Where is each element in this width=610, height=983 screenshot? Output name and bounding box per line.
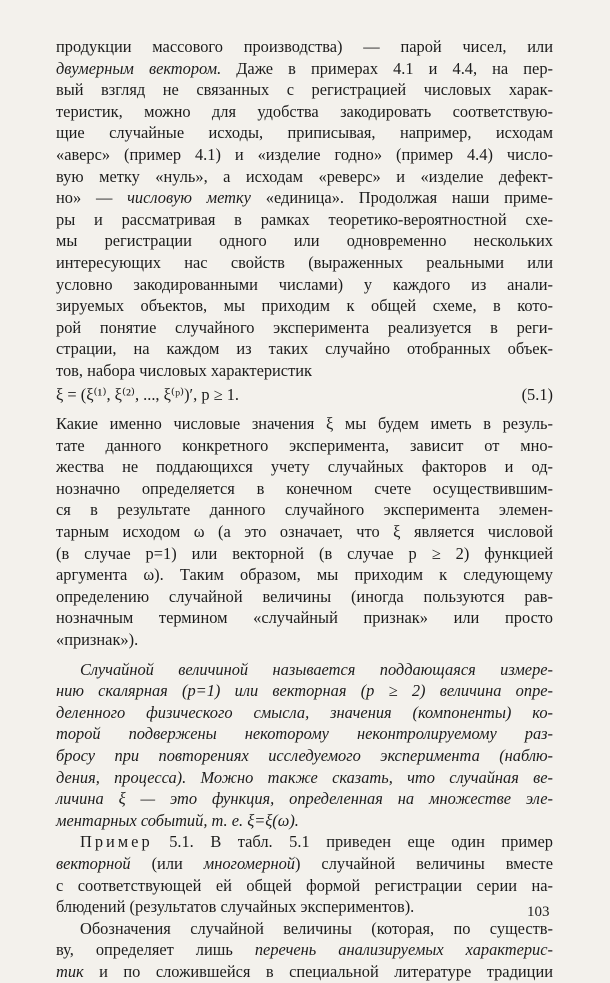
page-body: [56, 36, 553, 983]
text-line: рой понятие случайного эксперимента реализуется в реги-: [56, 317, 553, 337]
text-line: интересующих нас свойств (выраженных реальными или: [56, 252, 553, 272]
text-line: деленного физического смысла, значения (компоненты) ко-: [56, 702, 553, 722]
text-line: ры и рассматривая в рамках теоретико-вероятностной схе-: [56, 209, 553, 229]
text-line: нозначно определяется в конечном счете осуществившим-: [56, 478, 553, 498]
text-line: вый взгляд не связанных с регистрацией числовых харак-: [56, 80, 553, 100]
equation-number: (5.1): [521, 384, 553, 404]
text-line: вую метку «нуль», а исходам «реверс» и «изделие дефект-: [56, 166, 553, 186]
text-line: (в случае p=1) или векторной (в случае p ≥ 2) функцией: [56, 543, 553, 563]
text-line: личина ξ — это функция, определенная на множестве эле-: [56, 789, 553, 809]
text-line: теристик, можно для удобства закодировать соответствую-: [56, 101, 553, 121]
example-heading: Пример: [80, 832, 153, 852]
text-line: нию скалярная (p=1) или векторная (p ≥ 2) величина опре-: [56, 681, 553, 701]
equation-expression: ξ = (ξ⁽¹⁾, ξ⁽²⁾, ..., ξ⁽ᵖ⁾)′, p ≥ 1.: [56, 384, 240, 404]
text-line: щие случайные исходы, приписывая, например, исходам: [56, 123, 553, 143]
italic-term: тик: [56, 961, 84, 981]
text-line: аргумента ω). Таким образом, мы приходим к следующему: [56, 565, 553, 585]
text-fragment: «единица». Продолжая наши приме-: [250, 188, 553, 208]
text-line: тате данного конкретного эксперимента, зависит от мно-: [56, 435, 553, 455]
text-fragment: но» —: [56, 188, 128, 208]
example-block: [56, 831, 553, 917]
text-line: жества не поддающихся учету случайных факторов и од-: [56, 457, 553, 477]
text-line: «аверс» (пример 4.1) и «изделие годно» (пример 4.4) число-: [56, 144, 553, 164]
italic-term: перечень анализируемых характерис-: [254, 940, 553, 960]
page-number: 103: [527, 904, 550, 920]
text-line: торой подвержены некоторому неконтролируемому раз-: [56, 724, 553, 744]
text-line: Случайной величиной называется поддающаяся измере-: [80, 659, 553, 679]
text-line: [56, 831, 553, 853]
text-line: нозначным термином «случайный признак» или просто: [56, 608, 553, 628]
text-line: ся в результате данного случайного эксперимента элемен-: [56, 500, 553, 520]
text-line: ментарных событий, т. е. ξ=ξ(ω).: [56, 810, 299, 830]
text-line: зируемых объектов, мы приходим к общей схеме, в кото-: [56, 296, 553, 316]
text-fragment: Даже в примерах 4.1 и 4.4, на пер-: [221, 58, 553, 78]
paragraph-gap: [56, 651, 553, 659]
equation-5-1: [56, 384, 553, 406]
definition-block: [56, 659, 553, 832]
paragraph-explanation: [56, 413, 553, 651]
text-line: страции, на каждом из таких случайно отобранных объек-: [56, 339, 553, 359]
text-fragment: и по сложившейся в специальной литературе традиции: [83, 961, 553, 981]
italic-term: многомерной: [203, 853, 295, 873]
italic-term: двумерным вектором.: [56, 58, 222, 78]
text-line: определению случайной величины (иногда пользуются рав-: [56, 586, 553, 606]
paragraph-intro: [56, 36, 553, 382]
text-line: [56, 961, 553, 983]
text-fragment: 5.1. В табл. 5.1 приведен еще один пример: [152, 832, 553, 852]
text-line: [56, 939, 553, 961]
text-line: мы регистрации одного или одновременно нескольких: [56, 231, 553, 251]
text-line: [56, 853, 553, 875]
text-line: с соответствующей ей общей формой регистрации серии на-: [56, 875, 553, 895]
text-line: продукции массового производства) — парой чисел, или: [56, 37, 553, 56]
text-line: тов, набора числовых характеристик: [56, 360, 312, 380]
text-fragment: ву, определяет лишь: [56, 940, 255, 960]
text-line: тарным исходом ω (а это означает, что ξ является числовой: [56, 522, 553, 542]
text-fragment: ) случайной величины вместе: [294, 853, 553, 873]
text-line: «признак»).: [56, 630, 139, 650]
text-line: блюдений (результатов случайных экспериментов).: [56, 897, 415, 917]
text-line: Обозначения случайной величины (которая, по существ-: [80, 918, 553, 938]
text-line: [56, 58, 553, 80]
text-line: [56, 187, 553, 209]
text-fragment: (или: [130, 853, 204, 873]
text-line: бросу при повторениях исследуемого эксперимента (наблю-: [56, 746, 553, 765]
italic-term: векторной: [56, 853, 131, 873]
text-line: Какие именно числовые значения ξ мы будем иметь в резуль-: [56, 414, 553, 434]
text-line: условно закодированными числами) у каждого из анали-: [56, 274, 553, 294]
text-line: дения, процесса). Можно также сказать, что случайная ве-: [56, 767, 553, 787]
paragraph-notation: [56, 918, 553, 983]
italic-term: числовую метку: [127, 188, 251, 208]
